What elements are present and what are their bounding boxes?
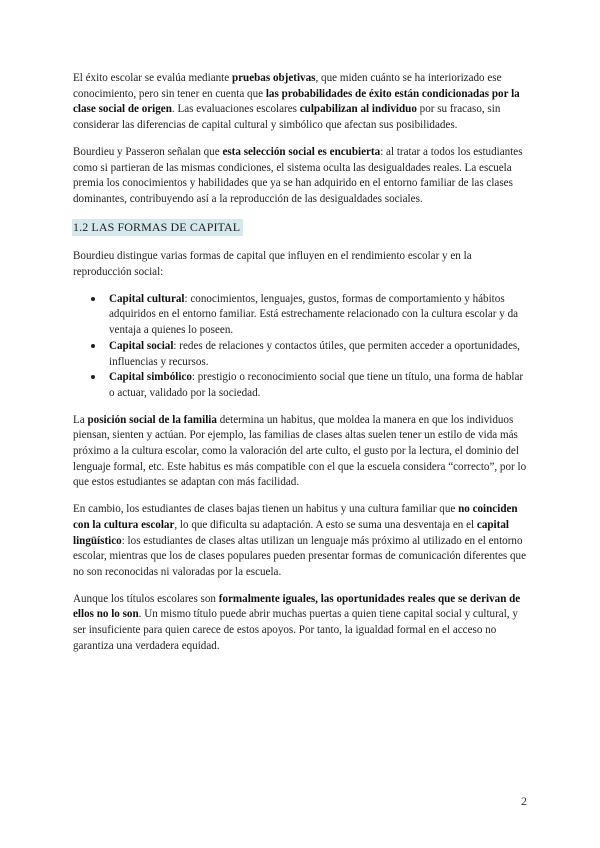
list-item bbox=[109, 339, 528, 370]
list-item-term: Capital cultural bbox=[109, 292, 185, 305]
capital-types-list bbox=[73, 292, 528, 402]
section-heading: 1.2 LAS FORMAS DE CAPITAL bbox=[72, 219, 243, 237]
paragraphs-bottom bbox=[73, 413, 528, 655]
text-run: Aunque los títulos escolares son bbox=[73, 592, 219, 605]
bold-text: no coinciden con la cultura escolar bbox=[73, 503, 518, 531]
text-run: . Las evaluaciones escolares bbox=[171, 103, 300, 116]
text-run: El éxito escolar se evalúa mediante bbox=[73, 72, 232, 84]
bold-text: las probabilidades de éxito están condicionadas por la clase social de origen bbox=[73, 87, 520, 116]
list-item-term: Capital social bbox=[109, 339, 174, 352]
text-run: . Un mismo título puede abrir muchas puertas a quien tiene capital social y cultural, y ser insuficiente para quien carece de estos apoyos. Por tanto, la igualdad formal en el acceso no garantiza una verdadera equidad. bbox=[73, 608, 518, 652]
text-run: Bourdieu y Passeron señalan que bbox=[73, 145, 223, 158]
list-item bbox=[109, 370, 528, 401]
text-run: En cambio, los estudiantes de clases bajas tienen un habitus y una cultura familiar que bbox=[73, 503, 459, 516]
page-number: 2 bbox=[521, 794, 527, 808]
intro-paragraph: Bourdieu distingue varias formas de capital que influyen en el rendimiento escolar y en la reproducción social: bbox=[73, 250, 472, 279]
text-run: por su fracaso, sin considerar las diferencias de capital cultural y simbólico que afectan sus posibilidades. bbox=[73, 103, 501, 132]
text-run: La bbox=[73, 413, 88, 426]
paragraph-1 bbox=[73, 71, 528, 134]
paragraphs-top bbox=[73, 71, 528, 208]
bold-text: pruebas objetivas bbox=[231, 72, 316, 84]
page-content bbox=[73, 71, 528, 666]
bold-text: esta selección social es encubierta bbox=[222, 145, 381, 158]
paragraph-after-3 bbox=[73, 592, 528, 655]
paragraph-after-2 bbox=[73, 502, 528, 581]
list-item-text: : prestigio o reconocimiento social que tiene un título, una forma de hablar o actuar, validado por la sociedad. bbox=[109, 371, 524, 399]
paragraph-2 bbox=[73, 145, 528, 208]
paragraph-after-1 bbox=[73, 413, 528, 492]
list-item bbox=[109, 292, 528, 339]
text-run: , que miden cuánto se ha interiorizado ese conocimiento, pero sin tener en cuenta que bbox=[73, 72, 502, 100]
list-item-term: Capital simbólico bbox=[109, 371, 192, 384]
text-run: , lo que dificulta su adaptación. A esto se suma una desventaja en el bbox=[174, 518, 477, 531]
list-item-text: : conocimientos, lenguajes, gustos, formas de comportamiento y hábitos adquiridos en el entorno familiar. Está estrechamente relacionado con la cultura escolar y da ventaja a quienes lo poseen. bbox=[109, 292, 519, 337]
bold-text: formalmente iguales, las oportunidades reales que se derivan de ellos no lo son bbox=[73, 592, 521, 621]
text-run: : los estudiantes de clases altas utilizan un lenguaje más próximo al utilizado en el entorno escolar, mientras que los de clases populares pueden presentar formas de comunicación diferentes que no son reconocidas ni valoradas por la escuela. bbox=[73, 534, 526, 578]
text-run: determina un habitus, que moldea la manera en que los individuos piensan, sienten y actúan. Por ejemplo, las familias de clases altas suelen tener un estilo de vida más próximo a la cultura escolar, como la valoración del arte culto, el gusto por la lectura, el dominio del lenguaje formal, etc. Este habitus es más compatible con el que la escuela considera “correcto”, por lo que estos estudiantes se adaptan con más facilidad. bbox=[73, 413, 527, 489]
bold-text: culpabilizan al individuo bbox=[299, 103, 417, 116]
bold-text: capital lingüístico bbox=[73, 518, 509, 547]
list-item-text: : redes de relaciones y contactos útiles, que permiten acceder a oportunidades, influencias y recursos. bbox=[109, 339, 520, 368]
bold-text: posición social de la familia bbox=[87, 413, 217, 426]
text-run: : al tratar a todos los estudiantes como si partieran de las mismas condiciones, el sistema oculta las desigualdades reales. La escuela premia los conocimientos y habilidades que ya se han adquirido en el entorno familiar de las clases dominantes, contribuyendo así a la reproducción de las desigualdades sociales. bbox=[73, 145, 523, 205]
